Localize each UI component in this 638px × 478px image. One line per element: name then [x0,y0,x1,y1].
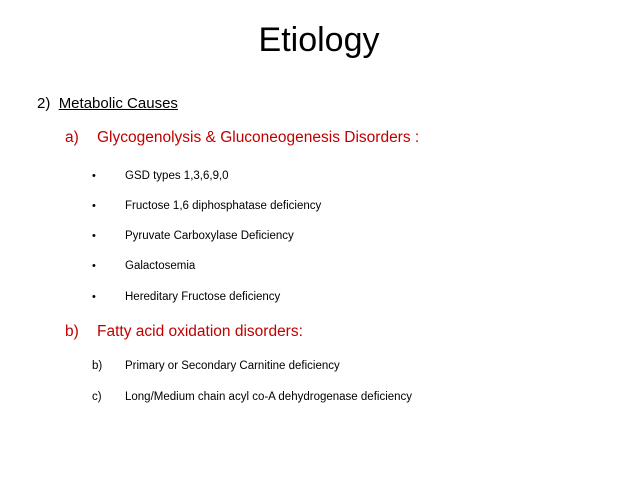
list-item-marker: b) [92,360,103,372]
list-item [92,258,195,274]
bullet-icon: • [92,170,96,182]
subsection-a-heading [65,128,419,148]
bullet-icon: • [92,230,96,242]
subsection-b-marker: b) [65,323,79,340]
subsection-b-heading [65,322,303,342]
section-number: 2) [37,95,51,112]
list-item-text: Hereditary Fructose deficiency [125,291,281,303]
list-item-text: GSD types 1,3,6,9,0 [125,170,229,182]
list-item [92,289,280,305]
bullet-icon: • [92,291,96,303]
bullet-icon: • [92,200,96,212]
list-item [92,198,321,214]
list-item [92,228,294,244]
list-item-text: Galactosemia [125,260,196,272]
section-heading [37,94,178,114]
list-item-text: Fructose 1,6 diphosphatase deficiency [125,200,322,212]
subsection-b-label: Fatty acid oxidation disorders: [97,323,303,340]
list-item [92,168,229,184]
subsection-a-label: Glycogenolysis & Gluconeogenesis Disorders : [97,129,420,146]
section-label: Metabolic Causes [58,95,178,112]
list-item-text: Long/Medium chain acyl co-A dehydrogenase deficiency [125,391,413,403]
list-item-text: Primary or Secondary Carnitine deficiency [125,360,340,372]
subsection-a-marker: a) [65,129,79,146]
list-item-text: Pyruvate Carboxylase Deficiency [125,230,294,242]
slide-title: Etiology [258,21,380,59]
list-item [92,389,412,405]
list-item-marker: c) [92,391,102,403]
list-item [92,358,340,374]
bullet-icon: • [92,260,96,272]
